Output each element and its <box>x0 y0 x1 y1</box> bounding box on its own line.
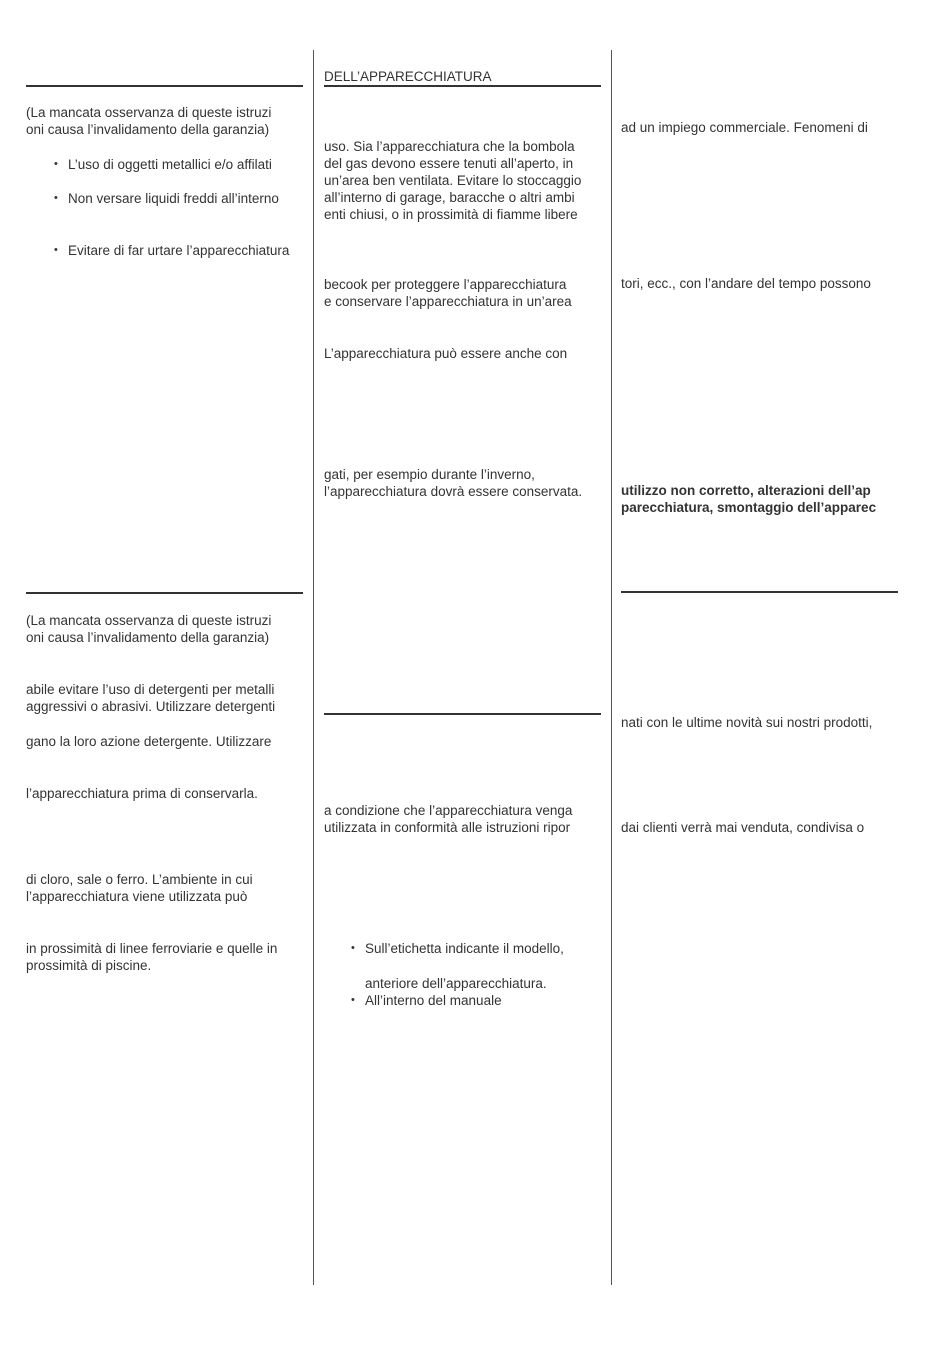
paragraph-line: l’apparecchiatura prima di conservarla. <box>26 786 258 801</box>
list-item-text: Evitare di far urtare l’apparecchiatura <box>68 243 290 258</box>
paragraph-line: l’apparecchiatura dovrà essere conservata. <box>324 484 583 499</box>
warranty-note-line: oni causa l’invalidamento della garanzia) <box>26 630 270 645</box>
paragraph-line: nati con le ultime novità sui nostri prodotti, <box>621 715 873 730</box>
list-item <box>54 156 272 173</box>
bold-paragraph-line: parecchiatura, smontaggio dell’apparec <box>621 500 877 515</box>
bullet-icon: • <box>351 994 355 1006</box>
paragraph-line: ad un impiego commerciale. Fenomeni di <box>621 120 868 135</box>
bullet-icon: • <box>54 158 58 170</box>
warranty-note-line: (La mancata osservanza di queste istruzi <box>26 105 272 120</box>
paragraph-line: dai clienti verrà mai venduta, condivisa o <box>621 820 865 835</box>
bold-paragraph-line: utilizzo non corretto, alterazioni dell’ap <box>621 483 871 498</box>
paragraph-line: in prossimità di linee ferroviarie e quelle in <box>26 941 278 956</box>
bullet-icon: • <box>351 942 355 954</box>
paragraph-line: di cloro, sale o ferro. L’ambiente in cui <box>26 872 253 887</box>
paragraph-line: prossimità di piscine. <box>26 958 152 973</box>
paragraph-line: e conservare l’apparecchiatura in un’area <box>324 294 572 309</box>
bullet-icon: • <box>54 192 58 204</box>
paragraph-line: un’area ben ventilata. Evitare lo stoccaggio <box>324 173 582 188</box>
paragraph-line: L’apparecchiatura può essere anche con <box>324 346 568 361</box>
paragraph-line: l’apparecchiatura viene utilizzata può <box>26 889 248 904</box>
section-rule <box>324 85 601 87</box>
list-item-text: All’interno del manuale <box>365 993 502 1008</box>
paragraph-line: all’interno di garage, baracche o altri ambi <box>324 190 575 205</box>
section-rule <box>324 713 601 715</box>
paragraph-line: gano la loro azione detergente. Utilizzare <box>26 734 272 749</box>
paragraph-line: del gas devono essere tenuti all’aperto, in <box>324 156 574 171</box>
paragraph-line: enti chiusi, o in prossimità di fiamme libere <box>324 207 578 222</box>
list-item-text: Sull’etichetta indicante il modello, <box>365 941 564 956</box>
warranty-note-line: (La mancata osservanza di queste istruzi <box>26 613 272 628</box>
paragraph-line: abile evitare l’uso di detergenti per metalli <box>26 682 275 697</box>
paragraph-line: becook per proteggere l’apparecchiatura <box>324 277 567 292</box>
paragraph-line: gati, per esempio durante l’inverno, <box>324 467 535 482</box>
list-item-continuation: anteriore dell’apparecchiatura. <box>365 976 547 991</box>
paragraph-line: utilizzata in conformità alle istruzioni ripor <box>324 820 571 835</box>
warranty-note-line: oni causa l’invalidamento della garanzia) <box>26 122 270 137</box>
list-item-text: L’uso di oggetti metallici e/o affilati <box>68 157 272 172</box>
section-heading: DELL’APPARECCHIATURA <box>324 69 492 84</box>
paragraph-line: a condizione che l’apparecchiatura venga <box>324 803 573 818</box>
list-item <box>351 940 564 957</box>
paragraph-line: uso. Sia l’apparecchiatura che la bombola <box>324 139 575 154</box>
column-divider-right <box>611 50 612 1285</box>
list-item <box>54 190 279 207</box>
list-item-text: Non versare liquidi freddi all’interno <box>68 191 279 206</box>
bullet-icon: • <box>54 244 58 256</box>
paragraph-line: tori, ecc., con l’andare del tempo possono <box>621 276 871 291</box>
column-divider-left <box>313 50 314 1285</box>
section-rule <box>26 592 303 594</box>
section-rule <box>26 85 303 87</box>
paragraph-line: aggressivi o abrasivi. Utilizzare detergenti <box>26 699 276 714</box>
list-item <box>54 242 290 259</box>
list-item <box>351 992 502 1009</box>
section-rule <box>621 591 898 593</box>
